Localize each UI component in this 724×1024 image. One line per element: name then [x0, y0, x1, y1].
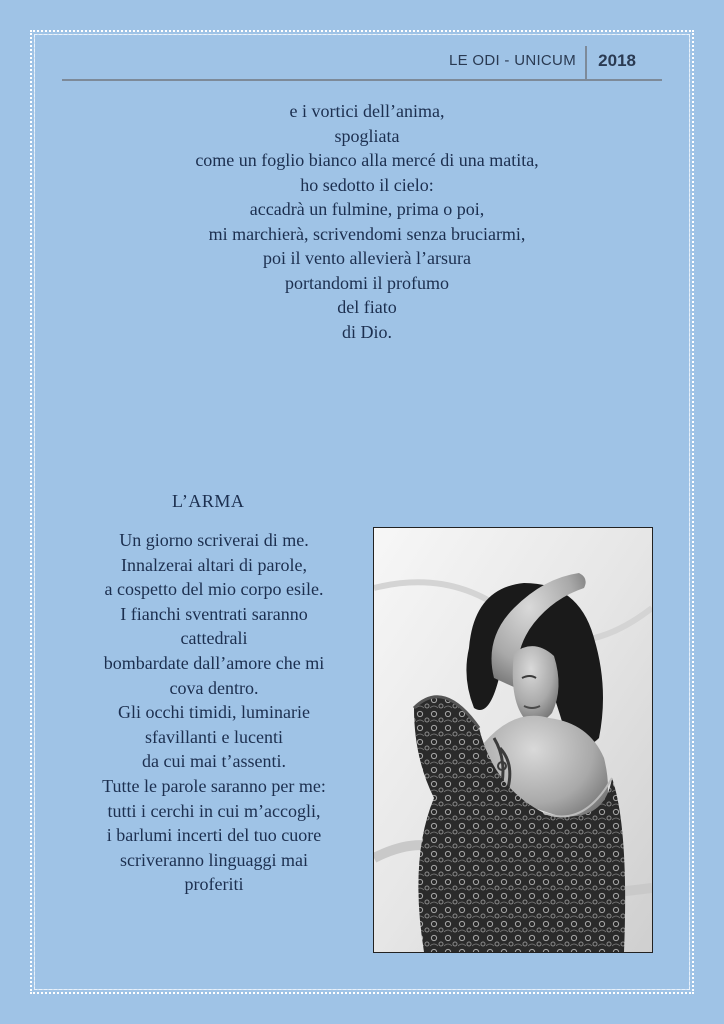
poem-top-line: mi marchierà, scrivendomi senza bruciarmi, — [208, 223, 526, 244]
poem-top-line: spogliata — [334, 125, 400, 146]
poem-arma-line: bombardate dall’amore che mi — [103, 652, 325, 673]
poem-arma — [70, 528, 358, 897]
portrait-illustration — [374, 528, 652, 952]
poem-top-line: di Dio. — [341, 321, 392, 342]
portrait-photo — [373, 527, 653, 953]
poem-top-line: del fiato — [337, 297, 397, 317]
poem-arma-line: Tutte le parole saranno per me: — [102, 775, 326, 796]
poem-top-line: ho sedotto il cielo: — [300, 174, 434, 195]
poem-arma-line: I fianchi sventrati saranno — [120, 603, 308, 624]
header-divider — [585, 46, 587, 80]
poem-arma-line: cova dentro. — [169, 677, 259, 698]
poem-top-line: accadrà un fulmine, prima o poi, — [249, 199, 485, 219]
poem-arma-line: scriveranno linguaggi mai — [120, 849, 308, 870]
poem-arma-line: a cospetto del mio corpo esile. — [104, 579, 324, 600]
poem-arma-line: Un giorno scriverai di me. — [119, 530, 309, 550]
poem-arma-line: tutti i cerchi in cui m’accogli, — [107, 800, 321, 821]
poem-top-line: e i vortici dell’anima, — [289, 101, 445, 121]
poem-top-line: poi il vento allevierà l’arsura — [263, 248, 471, 268]
poem-arma-line: Innalzerai altari di parole, — [121, 554, 307, 575]
poem-top-line: come un foglio bianco alla mercé di una matita, — [195, 150, 539, 170]
poem-arma-line: Gli occhi timidi, luminarie — [118, 702, 310, 723]
poem-arma-title: L’ARMA — [172, 491, 245, 511]
page-header — [62, 46, 660, 80]
header-rule — [62, 79, 662, 81]
header-year: 2018 — [598, 51, 636, 70]
poem-arma-line: proferiti — [184, 874, 244, 895]
poem-top-line: portandomi il profumo — [285, 272, 449, 293]
poem-arma-line: cattedrali — [180, 628, 248, 649]
poem-arma-line: sfavillanti e lucenti — [145, 726, 283, 747]
poem-top — [100, 99, 634, 344]
poem-arma-line: da cui mai t’assenti. — [142, 751, 286, 772]
header-title: LE ODI - UNICUM — [448, 52, 576, 69]
poem-arma-line: i barlumi incerti del tuo cuore — [106, 825, 322, 846]
